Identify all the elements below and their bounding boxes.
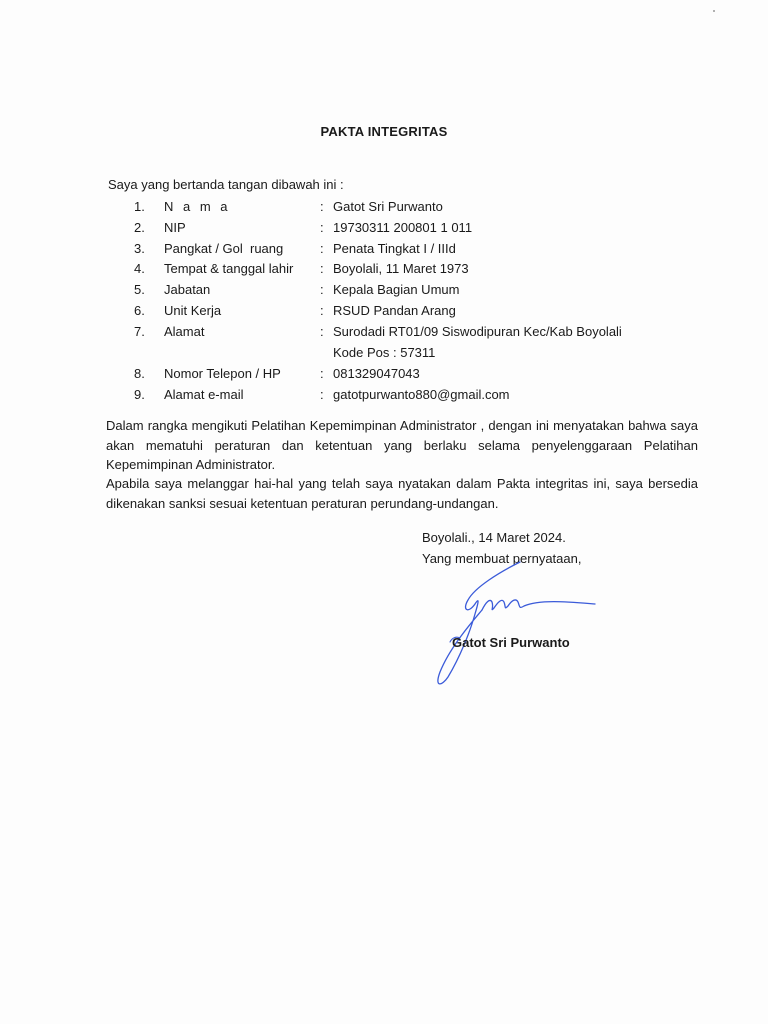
document-title: PAKTA INTEGRITAS (320, 124, 448, 139)
field-colon: : (320, 219, 324, 235)
field-number: 2. (134, 219, 145, 235)
identity-fields (108, 197, 708, 406)
field-label: N a m a (164, 199, 231, 214)
field-number: 8. (134, 366, 145, 382)
field-number: 7. (134, 323, 145, 339)
field-row-birth (108, 259, 708, 280)
field-colon: : (320, 366, 324, 382)
signature-stroke (482, 600, 595, 610)
field-label: Jabatan (164, 282, 211, 298)
field-colon: : (320, 323, 324, 339)
field-value: 081329047043 (333, 366, 420, 382)
field-label: Nomor Telepon / HP (164, 366, 281, 382)
field-number: 6. (134, 302, 145, 318)
handwritten-signature (420, 552, 610, 692)
field-colon: : (320, 199, 324, 214)
field-colon: : (320, 302, 324, 318)
field-value: RSUD Pandan Arang (333, 302, 456, 318)
field-row-work-unit (108, 301, 708, 322)
field-value: gatotpurwanto880@gmail.com (333, 387, 510, 403)
field-label: Alamat e-mail (164, 387, 244, 403)
statement-paragraph: Dalam rangka mengikuti Pelatihan Kepemimpinan Administrator , dengan ini menyatakan bahwa saya akan mematuhi peraturan dan ketentuan yang berlaku selama penyelenggaraan Pelatihan Kepemimpinan Administrator. (106, 418, 698, 472)
place-date: Boyolali., 14 Maret 2024. (422, 530, 566, 545)
field-colon: : (320, 282, 324, 298)
field-colon: : (320, 387, 324, 403)
intro-text: Saya yang bertanda tangan dibawah ini : (108, 177, 344, 192)
field-colon: : (320, 240, 324, 256)
field-label: Unit Kerja (164, 302, 222, 318)
field-number: 3. (134, 240, 145, 256)
field-label: Pangkat / Gol ruang (164, 240, 284, 256)
field-value: Gatot Sri Purwanto (333, 199, 443, 214)
field-colon: : (320, 261, 324, 277)
sanction-paragraph: Apabila saya melanggar hai-hal yang telah saya nyatakan dalam Pakta integritas ini, saya bersedia dikenakan sanksi sesuai ketentuan peraturan perundang-undangan. (106, 476, 698, 511)
field-label: Alamat (164, 323, 205, 339)
field-value: Boyolali, 11 Maret 1973 (333, 261, 469, 277)
field-row-email (108, 385, 708, 406)
field-row-nip (108, 218, 708, 239)
field-row-phone (108, 364, 708, 385)
signature-stroke (438, 562, 520, 684)
field-value: Kode Pos : 57311 (333, 344, 436, 360)
signer-name: Gatot Sri Purwanto (452, 635, 570, 650)
field-value: Kepala Bagian Umum (333, 282, 460, 298)
field-value: Surodadi RT01/09 Siswodipuran Kec/Kab Boyolali (333, 323, 622, 339)
field-value: Penata Tingkat I / IIId (333, 240, 456, 256)
field-number: 1. (134, 199, 145, 214)
field-label: Tempat & tanggal lahir (164, 261, 294, 277)
field-row-address (108, 322, 708, 343)
field-row-name (108, 197, 708, 218)
scan-speck (713, 10, 715, 12)
field-number: 4. (134, 261, 145, 277)
field-row-postal-code (108, 343, 708, 364)
field-number: 9. (134, 387, 145, 403)
field-value: 19730311 200801 1 011 (333, 219, 473, 235)
field-row-rank (108, 239, 708, 260)
field-label: NIP (164, 219, 186, 235)
signer-statement: Yang membuat pernyataan, (422, 551, 582, 566)
field-row-position (108, 280, 708, 301)
field-number: 5. (134, 282, 145, 298)
